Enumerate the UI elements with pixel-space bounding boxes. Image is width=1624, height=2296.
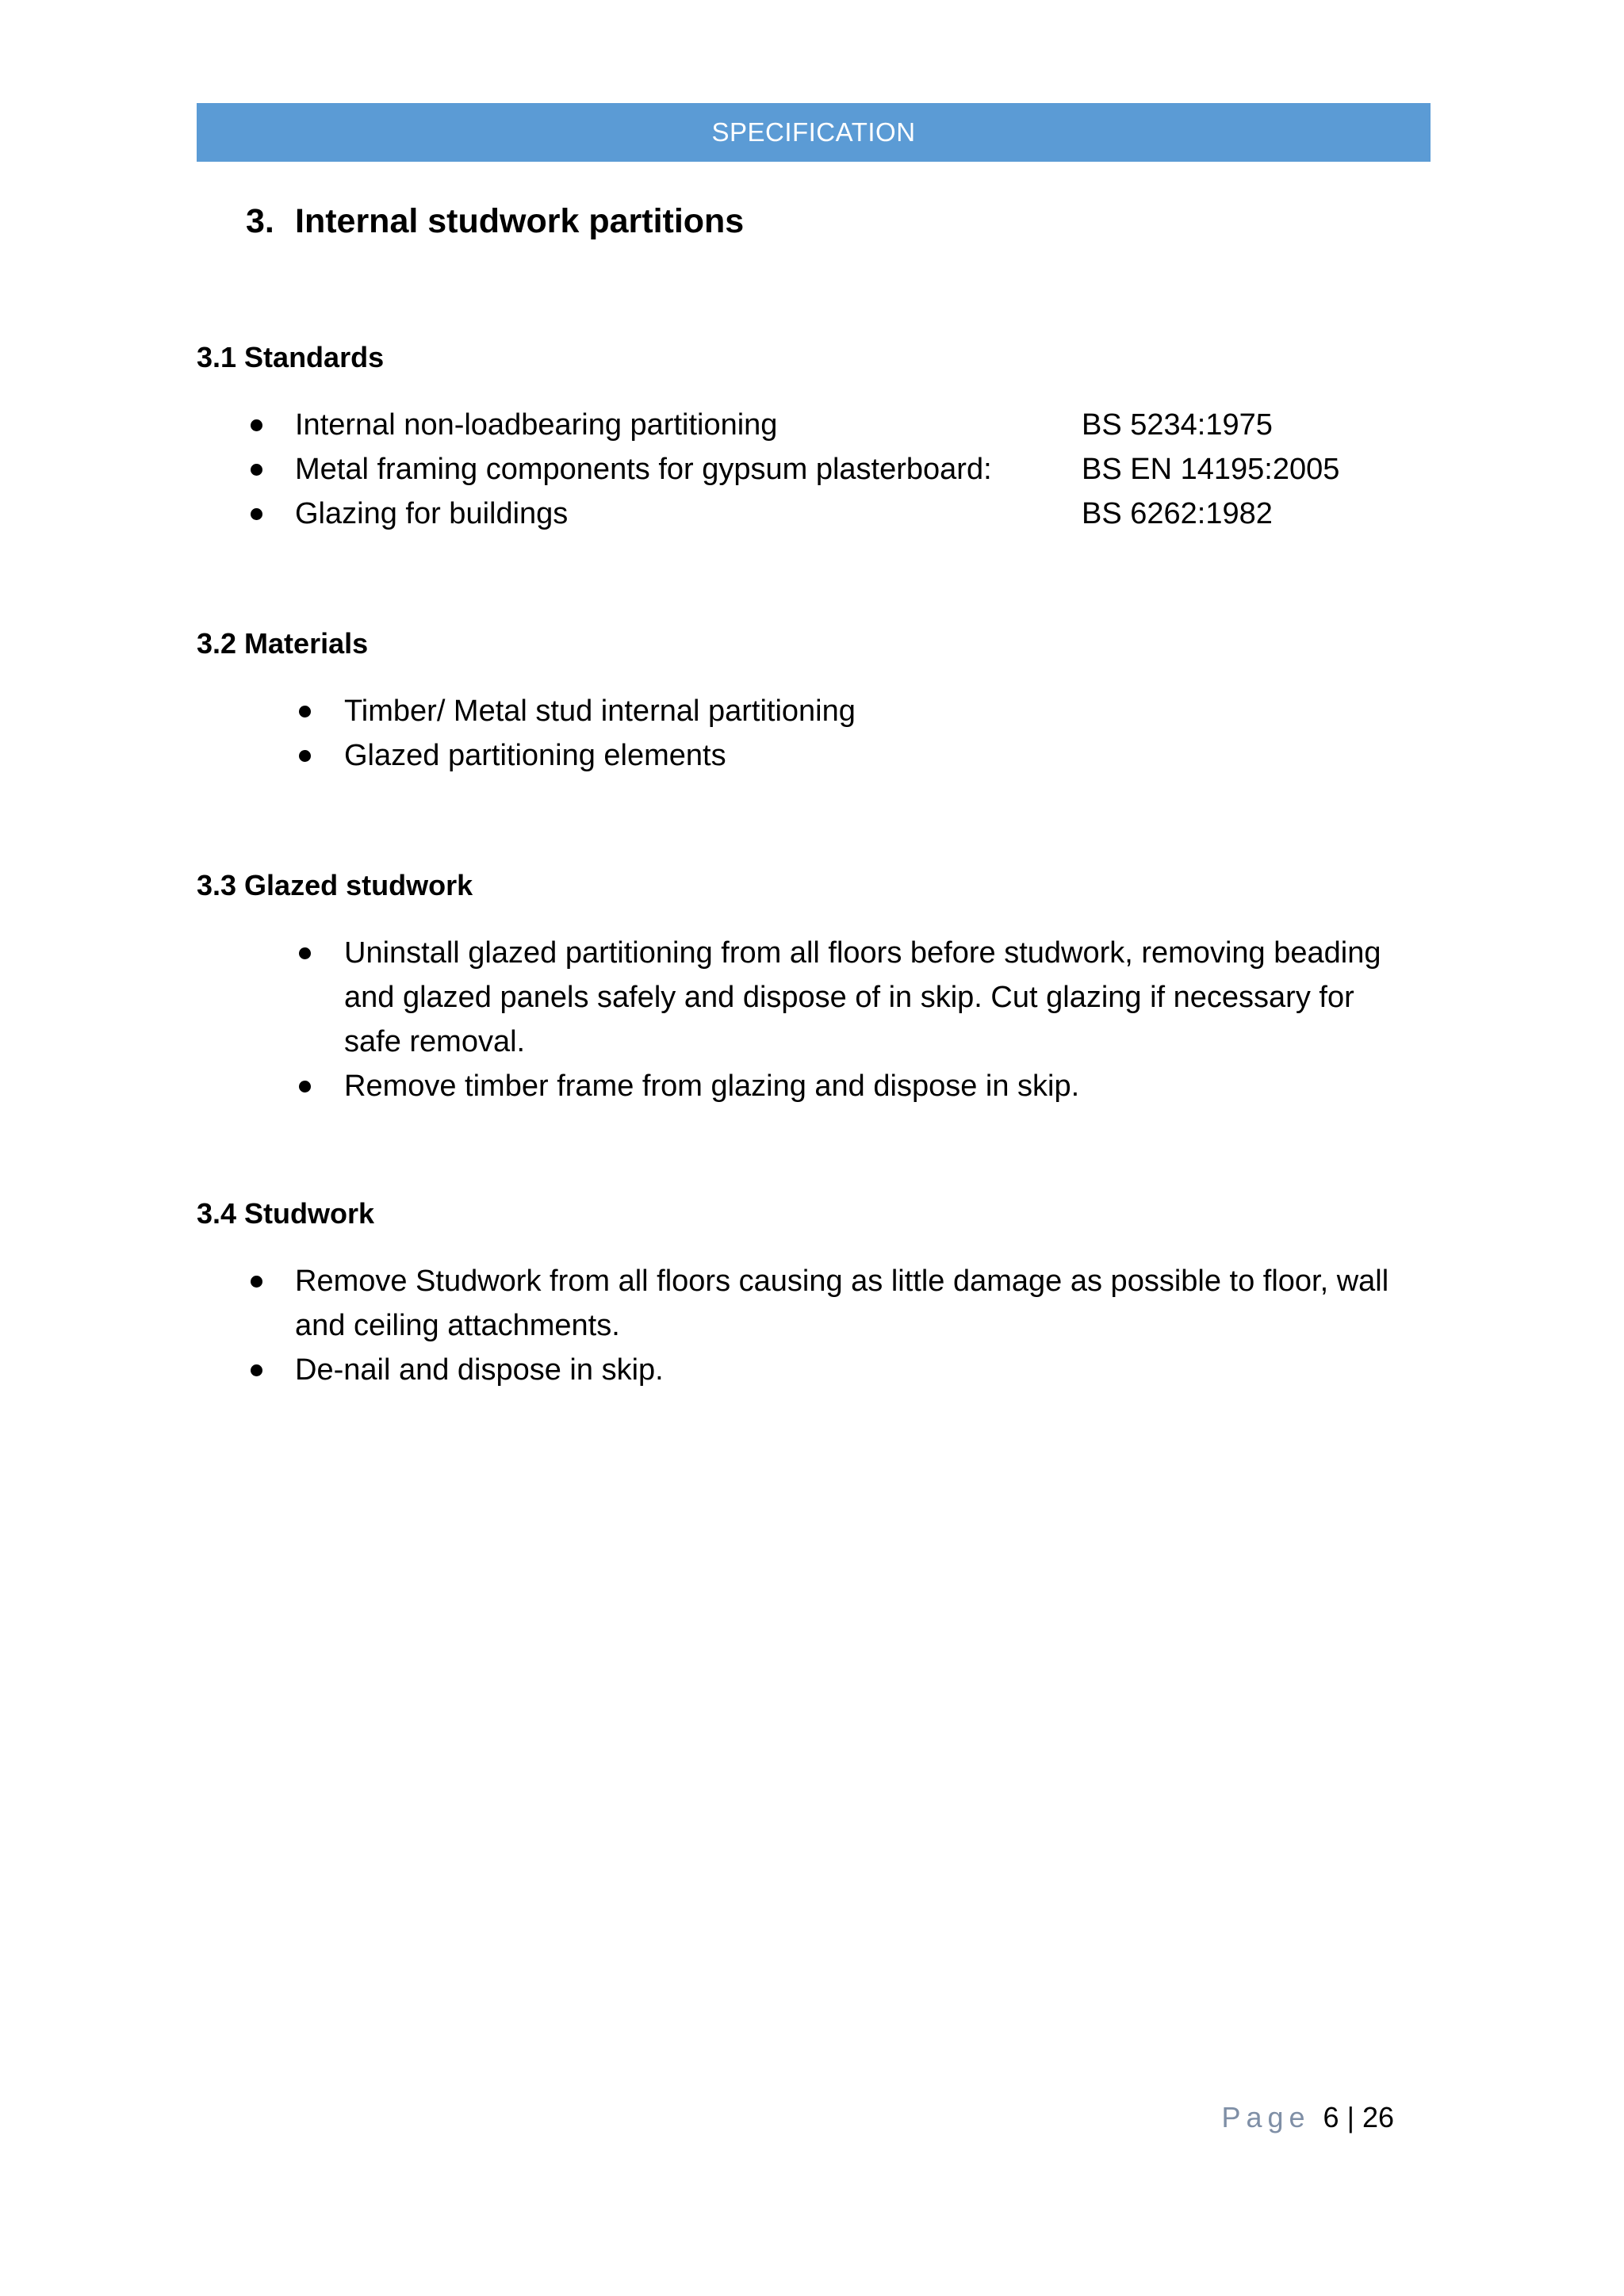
section-number: 3. — [246, 202, 274, 240]
studwork-item: Remove Studwork from all floors causing as little damage as possible to floor, wall and ceiling attachments. — [295, 1265, 1389, 1342]
bullet-icon — [299, 750, 311, 762]
section-title-text: Internal studwork partitions — [295, 202, 745, 240]
bullet-icon — [299, 1081, 311, 1093]
bullet-icon — [299, 706, 311, 718]
list-item — [0, 1064, 1624, 1108]
page-label: Page — [1221, 2101, 1311, 2133]
standard-code: BS EN 14195:2005 — [1082, 453, 1340, 486]
running-header — [197, 103, 1431, 162]
material-item: Glazed partitioning elements — [344, 739, 726, 772]
glazed-studwork-heading: 3.3 Glazed studwork — [197, 869, 473, 901]
standards-list — [0, 403, 1624, 536]
materials-heading: 3.2 Materials — [197, 627, 369, 660]
list-item — [0, 733, 1624, 778]
bullet-icon — [251, 419, 262, 431]
list-item — [0, 447, 1624, 492]
glazed-item: Uninstall glazed partitioning from all floors before studwork, removing beading and glazed panels safely and dispose of in skip. Cut glazing if necessary for safe removal. — [344, 936, 1381, 1058]
bullet-icon — [251, 1364, 262, 1376]
list-item — [0, 931, 1624, 1064]
bullet-icon — [251, 508, 262, 520]
header-title: SPECIFICATION — [711, 117, 916, 147]
page-total: 26 — [1362, 2101, 1394, 2133]
standard-code: BS 5234:1975 — [1082, 408, 1273, 442]
standard-code: BS 6262:1982 — [1082, 497, 1273, 530]
standard-description: Internal non-loadbearing partitioning — [295, 408, 778, 442]
page-number: 6 — [1323, 2101, 1339, 2133]
glazed-item: Remove timber frame from glazing and dispose in skip. — [344, 1070, 1080, 1103]
standard-description: Glazing for buildings — [295, 497, 569, 530]
list-item — [0, 1259, 1624, 1348]
page-footer — [1221, 2101, 1394, 2134]
list-item — [0, 689, 1624, 733]
material-item: Timber/ Metal stud internal partitioning — [344, 695, 856, 728]
bullet-icon — [251, 464, 262, 476]
materials-list — [0, 689, 1624, 778]
list-item — [0, 403, 1624, 447]
studwork-list — [0, 1259, 1624, 1392]
bullet-icon — [299, 947, 311, 959]
list-item — [0, 492, 1624, 536]
standard-description: Metal framing components for gypsum plasterboard: — [295, 453, 992, 486]
page-separator: | — [1346, 2101, 1354, 2133]
studwork-heading: 3.4 Studwork — [197, 1197, 375, 1230]
standards-heading: 3.1 Standards — [197, 341, 385, 373]
glazed-studwork-list — [0, 931, 1624, 1108]
bullet-icon — [251, 1276, 262, 1288]
studwork-item: De-nail and dispose in skip. — [295, 1353, 664, 1387]
section-title — [246, 202, 744, 241]
list-item — [0, 1348, 1624, 1392]
